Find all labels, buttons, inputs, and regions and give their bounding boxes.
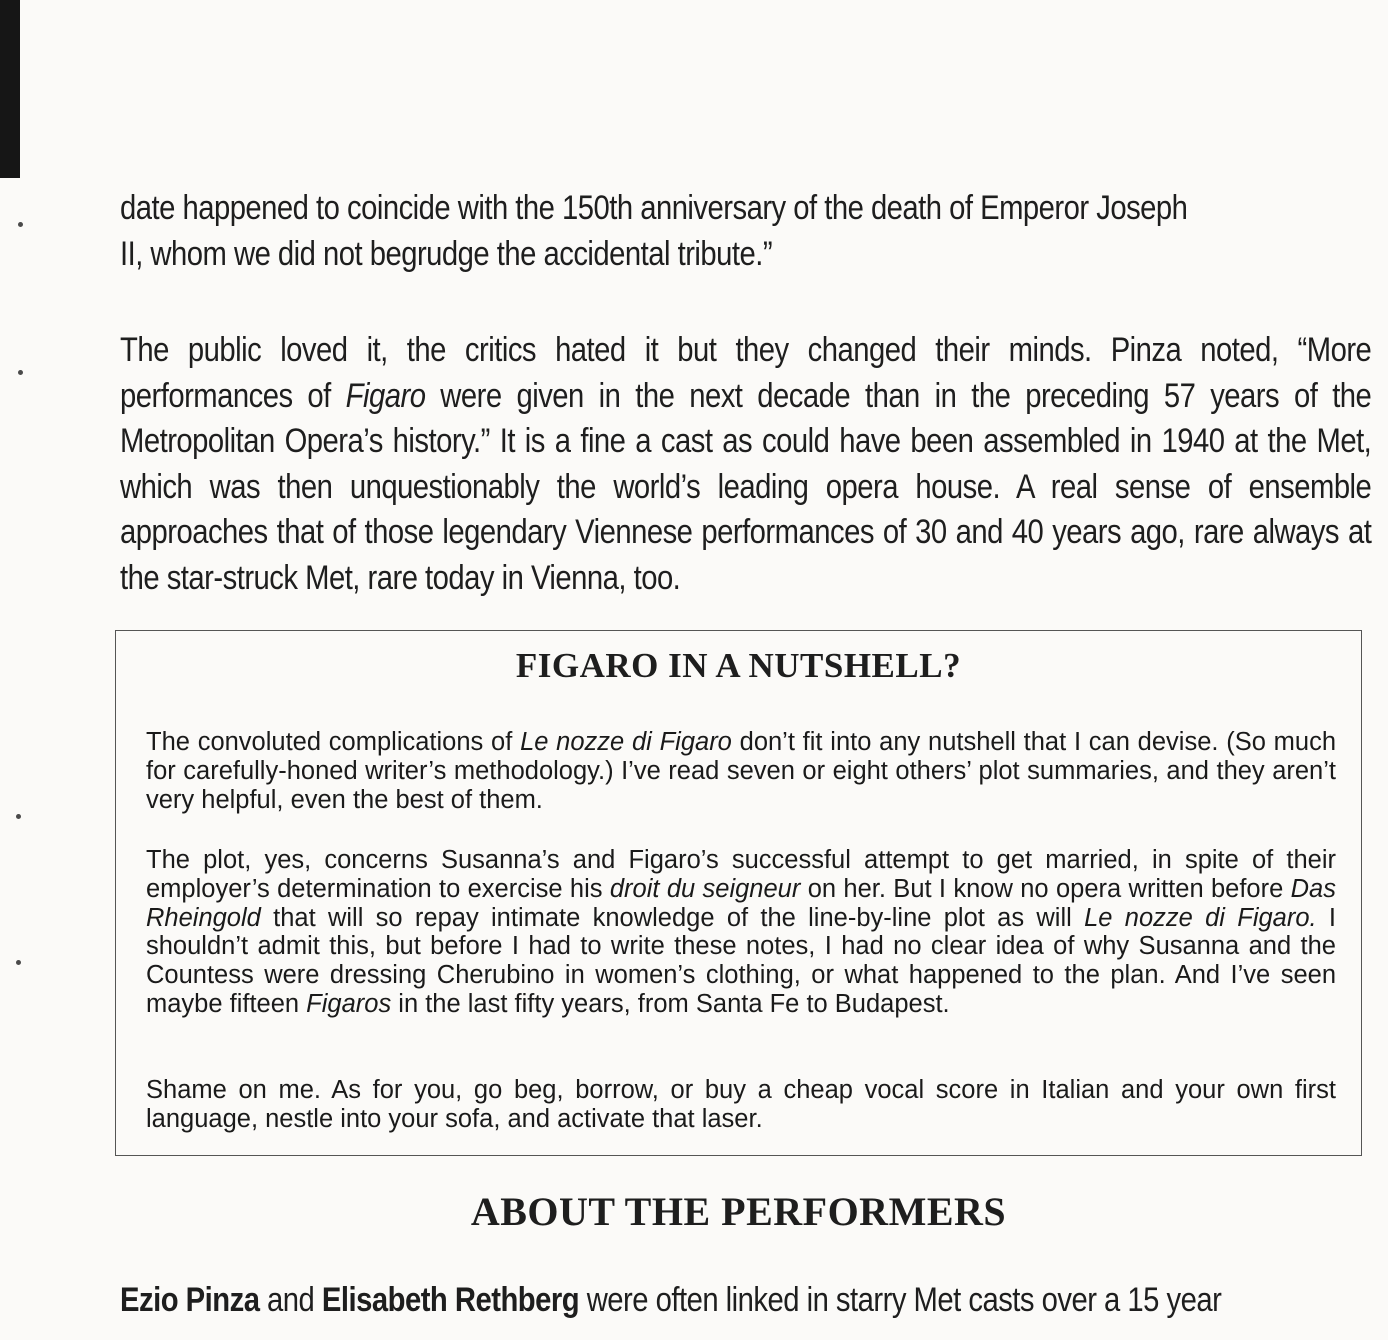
text-span: on her. But I know no opera written before bbox=[800, 874, 1291, 903]
opera-title: Figaro bbox=[345, 376, 426, 415]
performer-name: Elisabeth Rethberg bbox=[321, 1281, 580, 1319]
nutshell-title: FIGARO IN A NUTSHELL? bbox=[515, 646, 962, 685]
opera-title: Das Rheingold bbox=[146, 874, 1336, 932]
text-span: that will so repay intimate knowledge of the line-by-line plot as will bbox=[260, 903, 1085, 932]
italic-term: droit du seigneur bbox=[609, 874, 801, 903]
text-span: I shouldn’t admit this, but before I had to write these notes, I had no clear idea of why Susanna and the Countess were dressing Cherubino in women’s clothing, or what happened to the plan. And I’ve seen maybe fifteen bbox=[146, 903, 1337, 1018]
text-span: and bbox=[259, 1281, 322, 1319]
binding-mark bbox=[18, 370, 23, 375]
performers-heading: ABOUT THE PERFORMERS bbox=[470, 1189, 1007, 1234]
opera-title: Figaros bbox=[306, 989, 392, 1018]
text-span: The plot, yes, concerns Susanna’s and Figaro’s successful attempt to get married, in spite of their employer’s determination to exercise his bbox=[146, 846, 1336, 903]
paragraph-performers bbox=[120, 1278, 1371, 1324]
binding-mark bbox=[18, 222, 23, 227]
text-span: The convoluted complications of bbox=[146, 728, 521, 756]
paragraph-anniversary bbox=[120, 186, 1371, 277]
text-span: were often linked in starry Met casts over a 15 year bbox=[579, 1281, 1222, 1319]
nutshell-paragraph-2 bbox=[146, 846, 1336, 1019]
binding-mark bbox=[16, 814, 21, 819]
paragraph-line: date happened to coincide with the 150th anniversary of the death of Emperor Joseph bbox=[120, 189, 1188, 227]
opera-title: Le nozze di Figaro. bbox=[1084, 903, 1317, 932]
paragraph-public-reception bbox=[120, 328, 1371, 601]
text-span: The public loved it, the critics hated it but they changed their minds. Pinza noted, “More performances of bbox=[120, 331, 1372, 415]
text-span: in the last fifty years, from Santa Fe to Budapest. bbox=[391, 989, 950, 1018]
binding-edge bbox=[0, 0, 20, 178]
binding-mark bbox=[16, 960, 21, 965]
paragraph-line: II, whom we did not begrudge the accidental tribute.” bbox=[120, 234, 773, 273]
text-span: don’t fit into any nutshell that I can devise. (So much for carefully-honed writer’s methodology.) I’ve read seven or eight others’ plot summaries, and they aren’t very helpful, even the best of them. bbox=[146, 728, 1337, 814]
nutshell-paragraph-3: Shame on me. As for you, go beg, borrow, or buy a cheap vocal score in Italian and your own first language, nestle into your sofa, and activate that laser. bbox=[146, 1076, 1336, 1133]
opera-title: Le nozze di Figaro bbox=[520, 728, 732, 756]
nutshell-paragraph-1 bbox=[146, 728, 1336, 814]
performer-name: Ezio Pinza bbox=[120, 1281, 260, 1319]
text-span: were given in the next decade than in the preceding 57 years of the Metropolitan Opera’s history.” It is a fine a cast as could have been assembled in 1940 at the Met, which was then unquestionably the world’s leading opera house. A real sense of ensemble approaches that of those legendary Viennese performances of 30 and 40 years ago, rare always at the star-struck Met, rare today in Vienna, too. bbox=[120, 376, 1372, 597]
